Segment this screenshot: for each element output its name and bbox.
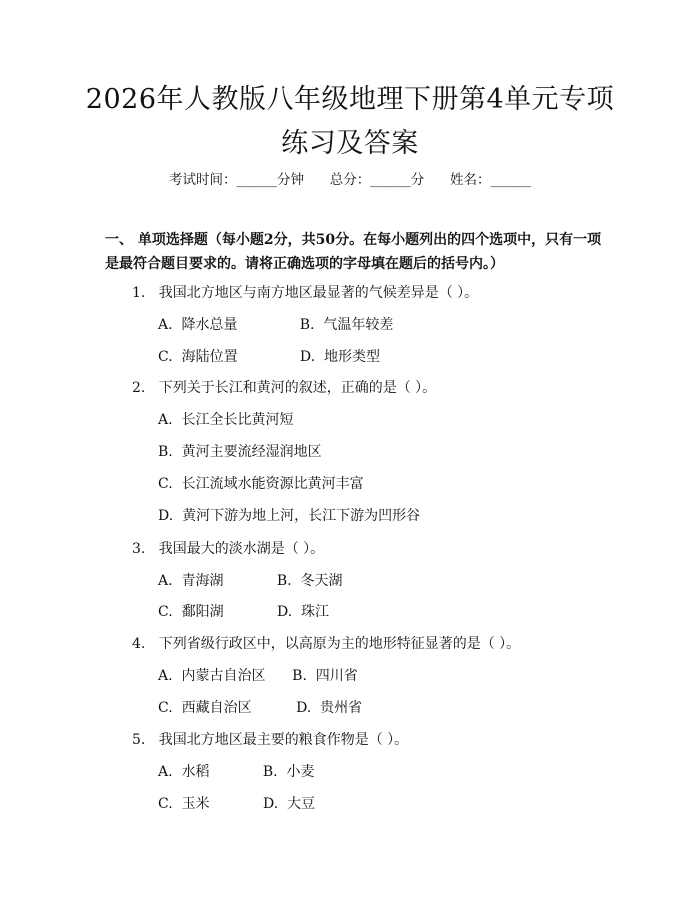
question-options: C. 玉米 D. 大豆: [158, 796, 316, 812]
question-options: A. 水稻 B. 小麦: [158, 764, 315, 780]
title-line-1: 2026年人教版八年级地理下册第4单元专项: [85, 84, 615, 115]
document-title: [60, 78, 640, 166]
question-option: D. 黄河下游为地上河，长江下游为凹形谷: [158, 508, 421, 524]
question-option: A. 长江全长比黄河短: [158, 412, 294, 428]
question-options: C. 海陆位置 D. 地形类型: [158, 349, 380, 365]
question-stem: 5. 我国北方地区最主要的粮食作物是（ ）。: [132, 732, 409, 748]
question-option: B. 黄河主要流经湿润地区: [158, 444, 322, 460]
question-options: A. 降水总量 B. 气温年较差: [158, 317, 394, 333]
question-stem: 3. 我国最大的淡水湖是（ ）。: [132, 541, 325, 557]
title-line-2: 练习及答案: [281, 128, 419, 159]
question-option: C. 长江流域水能资源比黄河丰富: [158, 476, 364, 492]
question-options: C. 鄱阳湖 D. 珠江: [158, 604, 330, 620]
question-stem: 4. 下列省级行政区中，以高原为主的地形特征显著的是（ ）。: [132, 636, 521, 652]
question-stem: 2. 下列关于长江和黄河的叙述，正确的是（ ）。: [132, 380, 437, 396]
question-options: C. 西藏自治区 D. 贵州省: [158, 700, 363, 716]
section-heading: 一、 单项选择题（每小题2分，共50分。在每小题列出的四个选项中，只有一项是最符合题目要求的。请将正确选项的字母填在题后的括号内。）: [105, 232, 602, 272]
question-options: A. 内蒙古自治区 B. 四川省: [158, 668, 358, 684]
exam-meta-line: 考试时间：______分钟 总分：______分 姓名：______: [169, 172, 531, 188]
question-options: A. 青海湖 B. 冬天湖: [158, 573, 343, 589]
question-stem: 1. 我国北方地区与南方地区最显著的气候差异是（ ）。: [132, 285, 479, 301]
